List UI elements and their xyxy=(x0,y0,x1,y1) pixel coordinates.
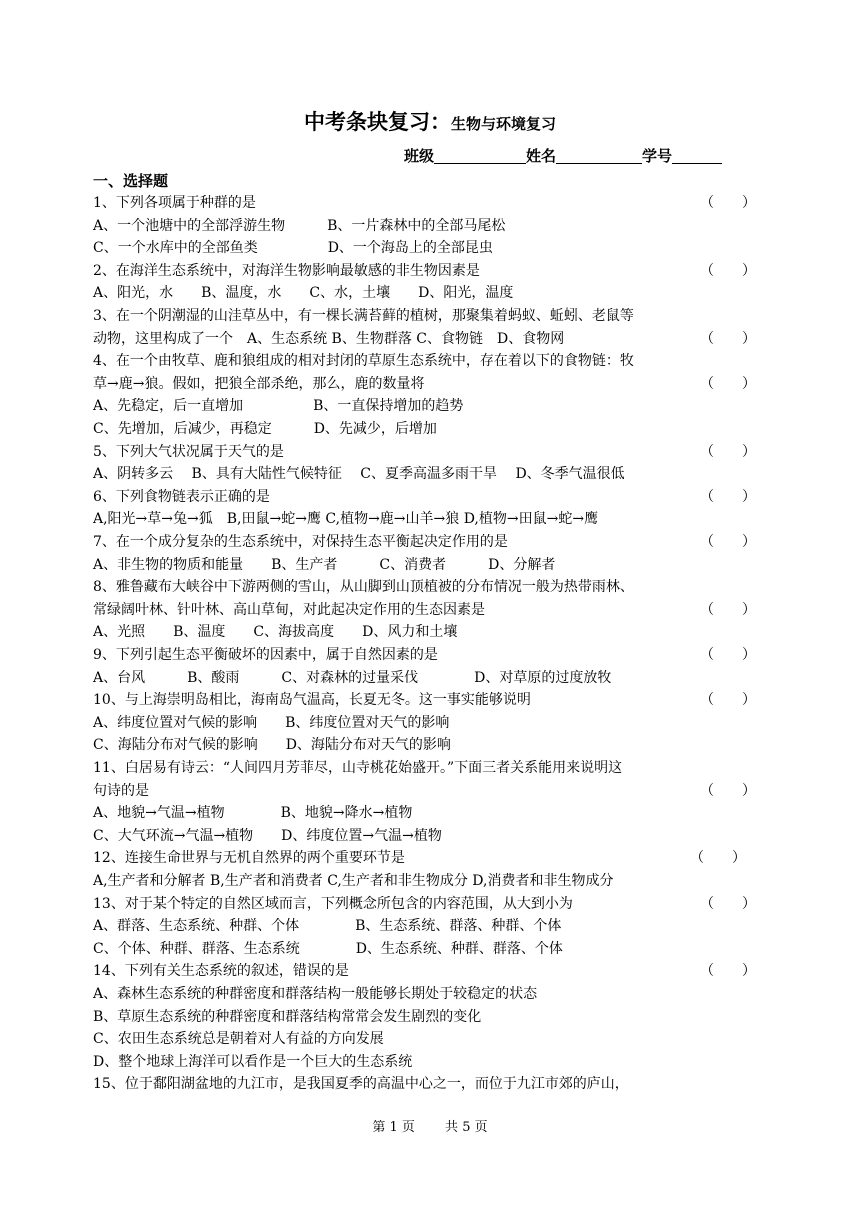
title-main: 中考条块复习： xyxy=(303,110,451,134)
question-line: A、阴转多云 B、具有大陆性气候特征 C、夏季高温多雨干旱 D、冬季气温很低 xyxy=(93,466,625,482)
question-line: 2、在海洋生态系统中，对海洋生物影响最敏感的非生物因素是 xyxy=(93,263,480,279)
answer-parentheses[interactable]: （ ） xyxy=(700,263,756,279)
answer-parentheses[interactable]: （ ） xyxy=(700,963,756,979)
answer-parentheses[interactable]: （ ） xyxy=(700,376,756,392)
question-line: 8、雅鲁藏布大峡谷中下游两侧的雪山，从山脚到山顶植被的分布情况一般为热带雨林、 xyxy=(93,579,634,595)
question-line: C、一个水库中的全部鱼类 D、一个海岛上的全部昆虫 xyxy=(93,240,493,256)
name-blank[interactable] xyxy=(556,147,642,164)
answer-parentheses[interactable]: （ ） xyxy=(700,647,756,663)
answer-parentheses[interactable]: （ ） xyxy=(700,692,756,708)
class-label: 班级 xyxy=(404,147,435,165)
class-blank[interactable] xyxy=(434,147,526,164)
answer-parentheses[interactable]: （ ） xyxy=(700,783,756,799)
question-line: C、农田生态系统总是朝着对人有益的方向发展 xyxy=(93,1031,384,1047)
answer-parentheses[interactable]: （ ） xyxy=(700,896,756,912)
question-line: C、个体、种群、群落、生态系统 D、生态系统、种群、群落、个体 xyxy=(93,941,563,957)
question-line: A、先稳定，后一直增加 B、一直保持增加的趋势 xyxy=(93,398,464,414)
answer-parentheses[interactable]: （ ） xyxy=(700,444,756,460)
question-line: 4、在一个由牧草、鹿和狼组成的相对封闭的草原生态系统中，存在着以下的食物链：牧 xyxy=(93,353,634,369)
question-line: A、阳光，水 B、温度，水 C、水，土壤 D、阳光，温度 xyxy=(93,285,514,301)
question-line: 13、对于某个特定的自然区域而言，下列概念所包含的内容范围，从大到小为 xyxy=(93,896,573,912)
question-line: 10、与上海崇明岛相比，海南岛气温高，长夏无冬。这一事实能够说明 xyxy=(93,692,531,708)
answer-parentheses[interactable]: （ ） xyxy=(690,850,746,866)
question-line: 常绿阔叶林、针叶林、高山草甸，对此起决定作用的生态因素是 xyxy=(93,602,485,618)
question-line: 11、白居易有诗云：“人间四月芳菲尽，山寺桃花始盛开。”下面三者关系能用来说明这 xyxy=(93,760,623,776)
answer-parentheses[interactable]: （ ） xyxy=(700,534,756,550)
question-line: B、草原生态系统的种群密度和群落结构常常会发生剧烈的变化 xyxy=(93,1009,482,1025)
student-info xyxy=(404,145,722,166)
question-line: C、海陆分布对气候的影响 D、海陆分布对天气的影响 xyxy=(93,737,451,753)
question-line: A、光照 B、温度 C、海拔高度 D、风力和土壤 xyxy=(93,624,458,640)
question-line: 12、连接生命世界与无机自然界的两个重要环节是 xyxy=(93,850,405,866)
name-label: 姓名 xyxy=(526,147,557,165)
question-line: A、纬度位置对气候的影响 B、纬度位置对天气的影响 xyxy=(93,715,450,731)
id-blank[interactable] xyxy=(672,147,722,164)
section-heading: 一、选择题 xyxy=(93,172,169,190)
page-title xyxy=(0,106,860,136)
question-line: 6、下列食物链表示正确的是 xyxy=(93,489,270,505)
question-line: A、一个池塘中的全部浮游生物 B、一片森林中的全部马尾松 xyxy=(93,218,506,234)
question-line: 动物，这里构成了一个 A、生态系统 B、生物群落 C、食物链 D、食物网 xyxy=(93,331,565,347)
answer-parentheses[interactable]: （ ） xyxy=(700,602,756,618)
id-label: 学号 xyxy=(642,147,673,165)
title-sub: 生物与环境复习 xyxy=(450,115,556,133)
page-footer: 第 1 页 共 5 页 xyxy=(372,1120,488,1135)
question-line: A,阳光→草→兔→狐 B,田鼠→蛇→鹰 C,植物→鹿→山羊→狼 D,植物→田鼠→蛇→鹰 xyxy=(93,511,599,527)
question-line: A、森林生态系统的种群密度和群落结构一般能够长期处于较稳定的状态 xyxy=(93,986,538,1002)
question-line: 5、下列大气状况属于天气的是 xyxy=(93,444,284,460)
question-line: 7、在一个成分复杂的生态系统中，对保持生态平衡起决定作用的是 xyxy=(93,534,508,550)
question-line: 14、下列有关生态系统的叙述，错误的是 xyxy=(93,963,349,979)
question-line: 句诗的是 xyxy=(93,783,149,799)
question-line: C、大气环流→气温→植物 D、纬度位置→气温→植物 xyxy=(93,828,442,844)
question-line: A,生产者和分解者 B,生产者和消费者 C,生产者和非生物成分 D,消费者和非生物成分 xyxy=(93,873,614,889)
question-line: 3、在一个阴潮湿的山洼草丛中，有一棵长满苔藓的植树，那聚集着蚂蚁、蚯蚓、老鼠等 xyxy=(93,308,634,324)
answer-parentheses[interactable]: （ ） xyxy=(700,195,756,211)
answer-parentheses[interactable]: （ ） xyxy=(700,489,756,505)
question-line: 草→鹿→狼。假如，把狼全部杀绝，那么，鹿的数量将 xyxy=(93,376,425,392)
question-line: 1、下列各项属于种群的是 xyxy=(93,195,256,211)
question-line: 15、位于鄱阳湖盆地的九江市，是我国夏季的高温中心之一，而位于九江市郊的庐山， xyxy=(93,1076,629,1092)
question-line: A、非生物的物质和能量 B、生产者 C、消费者 D、分解者 xyxy=(93,557,556,573)
answer-parentheses[interactable]: （ ） xyxy=(700,331,756,347)
question-line: 9、下列引起生态平衡破坏的因素中，属于自然因素的是 xyxy=(93,647,438,663)
question-line: A、群落、生态系统、种群、个体 B、生态系统、群落、种群、个体 xyxy=(93,918,562,934)
question-line: C、先增加，后减少，再稳定 D、先减少，后增加 xyxy=(93,421,437,437)
question-line: D、整个地球上海洋可以看作是一个巨大的生态系统 xyxy=(93,1054,413,1070)
question-line: A、地貌→气温→植物 B、地貌→降水→植物 xyxy=(93,805,413,821)
question-line: A、台风 B、酸雨 C、对森林的过量采伐 D、对草原的过度放牧 xyxy=(93,670,612,686)
